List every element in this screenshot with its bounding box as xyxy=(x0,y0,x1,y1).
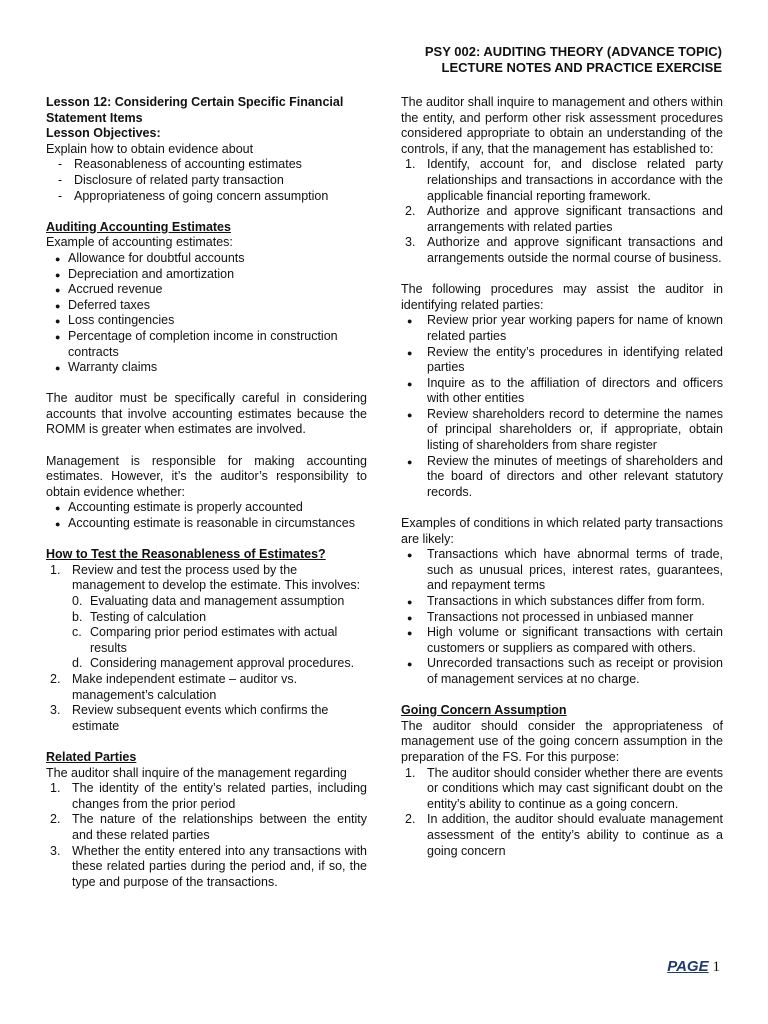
list-item: - Appropriateness of going concern assumption xyxy=(46,189,367,205)
document-header xyxy=(425,44,722,76)
course-title: PSY 002: AUDITING THEORY (ADVANCE TOPIC) xyxy=(424,44,722,59)
list-item: ● Warranty claims xyxy=(46,360,367,376)
list-item: 2. In addition, the auditor should evaluate management assessment of the entity’s ability to continue as a going concern xyxy=(405,812,723,858)
list-item: 2. Authorize and approve significant transactions and arrangements with related parties xyxy=(405,204,723,234)
estimates-list xyxy=(46,251,367,376)
test-substeps-list xyxy=(72,594,367,672)
procedures-list xyxy=(401,313,723,500)
section-heading-related-parties: Related Parties xyxy=(46,749,137,764)
going-concern-intro: The auditor should consider the appropriateness of management use of the going concern assumption in the preparation of the FS. For this purpose: xyxy=(401,718,723,764)
inquire-paragraph: The auditor shall inquire to management and others within the entity, and perform other risk assessment procedures considered appropriate to obtain an understanding of the controls, if any, that the management has established to: xyxy=(401,95,723,156)
list-item: 1. The auditor should consider whether there are events or conditions which may cast significant doubt on the entity’s ability to continue as a going concern. xyxy=(405,765,724,811)
list-item: ● Accrued revenue xyxy=(46,282,367,298)
estimates-intro: Example of accounting estimates: xyxy=(46,235,233,250)
procedures-intro: The following procedures may assist the auditor in identifying related parties: xyxy=(401,282,723,312)
list-item: d. Considering management approval procedures. xyxy=(72,656,355,671)
list-item: ● Transactions which have abnormal terms of trade, such as unusual prices, interest rates, guarantees, and repayment terms xyxy=(401,547,723,594)
list-item: 3. Authorize and approve significant transactions and arrangements outside the normal course of business. xyxy=(405,235,723,265)
list-item: ● Depreciation and amortization xyxy=(46,267,367,283)
list-item: ● Inquire as to the affiliation of directors and officers with other entities xyxy=(401,376,723,407)
list-item: 1. Review and test the process used by the management to develop the estimate. This involves: 0. Evaluating data and management assumption b. Testing of calculation c. Comparing prior period estimates with actual results d. Considering management approval procedures. xyxy=(46,563,367,672)
right-column xyxy=(401,95,723,859)
list-item: - Disclosure of related party transaction xyxy=(46,173,367,189)
objectives-heading: Lesson Objectives: xyxy=(46,126,161,141)
list-item: 2. The nature of the relationships between the entity and these related parties xyxy=(50,812,367,842)
list-item: c. Comparing prior period estimates with actual results xyxy=(72,625,338,655)
list-item: ● Accounting estimate is properly accounted xyxy=(46,500,367,516)
related-items-list xyxy=(46,781,367,890)
list-item: 1. Identify, account for, and disclose related party relationships and transactions in accordance with the applicable financial reporting framework. xyxy=(405,157,723,203)
left-column xyxy=(46,95,367,890)
list-item: ● High volume or significant transactions with certain customers or suppliers as compared with others. xyxy=(401,625,723,656)
list-item: ● Transactions not processed in unbiased manner xyxy=(401,610,723,626)
list-item: 0. Evaluating data and management assumption xyxy=(72,594,345,608)
test-steps-list xyxy=(46,563,367,735)
lesson-title: Lesson 12: Considering Certain Specific Financial Statement Items xyxy=(46,95,344,125)
list-item: ● Transactions in which substances differ from form. xyxy=(401,594,723,610)
page-number: 1 xyxy=(712,959,720,975)
list-item: ● Review the minutes of meetings of shareholders and the board of directors and other relevant statutory records. xyxy=(401,454,723,501)
list-item: 1. The identity of the entity’s related parties, including changes from the prior period xyxy=(50,781,367,811)
controls-list xyxy=(401,157,723,266)
conditions-intro: Examples of conditions in which related party transactions are likely: xyxy=(401,516,723,546)
list-item: ● Allowance for doubtful accounts xyxy=(46,251,367,267)
list-item: ● Deferred taxes xyxy=(46,298,367,314)
list-item: ● Percentage of completion income in construction contracts xyxy=(46,329,367,360)
section-heading-test: How to Test the Reasonableness of Estimates? xyxy=(46,547,326,562)
list-item: 3. Review subsequent events which confirms the estimate xyxy=(50,703,329,733)
conditions-list xyxy=(401,547,723,687)
list-item: ● Review prior year working papers for name of known related parties xyxy=(401,313,723,344)
section-heading-going-concern: Going Concern Assumption xyxy=(401,703,567,718)
page-footer xyxy=(667,958,720,976)
list-item: 3. Whether the entity entered into any transactions with these related parties during the period and, if so, the type and purpose of the transactions. xyxy=(50,843,367,889)
list-item: b. Testing of calculation xyxy=(72,609,207,624)
list-item: - Reasonableness of accounting estimates xyxy=(46,157,367,173)
page-label: PAGE xyxy=(667,958,709,975)
section-heading-estimates: Auditing Accounting Estimates xyxy=(46,219,231,234)
going-concern-list xyxy=(401,766,723,860)
list-item: ● Review shareholders record to determine the names of principal shareholders or, if appropriate, obtain listing of shareholders from share register xyxy=(401,407,723,454)
list-item: ● Loss contingencies xyxy=(46,313,367,329)
evidence-list xyxy=(46,500,367,531)
list-item: 2. Make independent estimate – auditor vs. management’s calculation xyxy=(50,671,298,702)
objectives-intro: Explain how to obtain evidence about xyxy=(46,141,254,156)
document-subtitle: LECTURE NOTES AND PRACTICE EXERCISE xyxy=(441,60,722,75)
related-intro: The auditor shall inquire of the management regarding xyxy=(46,765,347,780)
list-item: ● Unrecorded transactions such as receipt or provision of management services at no charge. xyxy=(401,656,723,687)
list-item: ● Review the entity’s procedures in identifying related parties xyxy=(401,345,723,376)
careful-paragraph: The auditor must be specifically careful in considering accounts that involve accounting estimates because the ROMM is greater when estimates are involved. xyxy=(46,391,367,437)
list-item: ● Accounting estimate is reasonable in circumstances xyxy=(46,516,367,532)
objectives-list xyxy=(46,157,367,204)
management-paragraph: Management is responsible for making accounting estimates. However, it’s the auditor’s responsibility to obtain evidence whether: xyxy=(46,453,367,499)
